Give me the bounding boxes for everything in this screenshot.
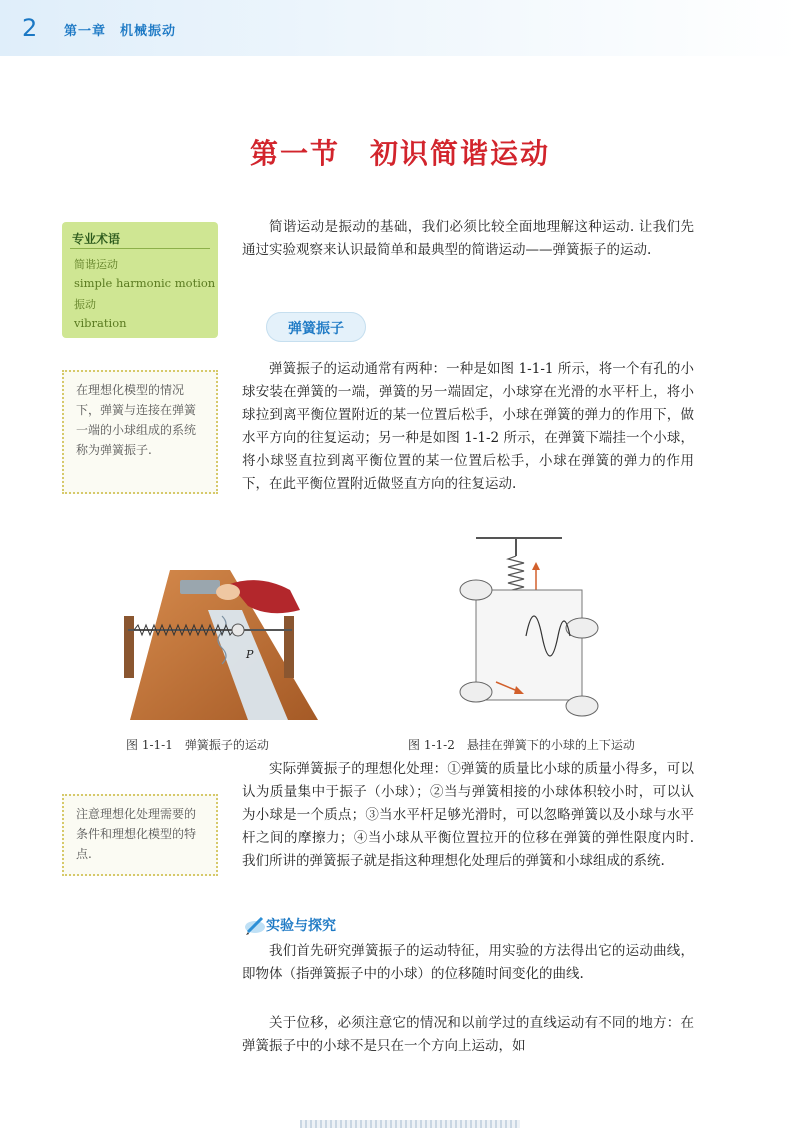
figure-1-caption: 图 1-1-1 弹簧振子的运动 [126, 738, 269, 752]
rod-support-left [124, 616, 134, 678]
page-bottom-decoration [300, 1120, 520, 1128]
left-roller-bottom [460, 682, 492, 702]
pencil-icon [244, 914, 266, 936]
marker-pen-holder [180, 580, 220, 594]
paragraph-two-kinds: 弹簧振子的运动通常有两种：一种是如图 1-1-1 所示，将一个有孔的小球安装在弹簧的一端，弹簧的另一端固定，小球穿在光滑的水平杆上，将小球拉到离平衡位置附近的某一位置后松手，小球在弹簧的弹力的作用下，做水平方向的往复运动；另一种是如图 1-1-2 所示，在弹簧下端挂一个小球，将小球竖直拉到离平衡位置的某一位置后松手，小球在弹簧的弹力的作用下，在此平衡位置附近做竖直方向的往复运动. [242, 361, 694, 492]
term-item: 简谐运动 [74, 258, 118, 271]
terminology-box [62, 222, 218, 338]
right-roller-bottom [566, 696, 598, 716]
hand [216, 584, 240, 600]
rod-support-right [284, 616, 294, 678]
paragraph-displacement: 关于位移，必须注意它的情况和以前学过的直线运动有不同的地方：在弹簧振子中的小球不是只在一个方向上运动，如 [242, 1015, 694, 1054]
sidebar-note-spring-oscillator: 在理想化模型的情况下，弹簧与连接在弹簧一端的小球组成的系统称为弹簧振子. [62, 370, 218, 494]
term-item: simple harmonic motion [74, 276, 216, 290]
paragraph-idealization: 实际弹簧振子的理想化处理：①弹簧的质量比小球的质量小得多，可以认为质量集中于振子（小球）；②当与弹簧相接的小球体积较小时，可以认为小球是一个质点；③当水平杆足够光滑时，可以忽略弹簧以及小球与水平杆之间的摩擦力；④当小球从平衡位置拉开的位移在弹簧的弹性限度内时. 我们所讲的弹簧振子就是指这种理想化处理后的弹簧和小球组成的系统. [242, 761, 694, 869]
point-p-label: P [246, 648, 254, 661]
right-roller-top [566, 618, 598, 638]
paragraph-intro: 简谐运动是振动的基础，我们必须比较全面地理解这种运动. 让我们先通过实验观察来认识最简单和最典型的简谐运动——弹簧振子的运动. [242, 219, 694, 258]
subheading-pill [266, 312, 366, 342]
sidebar-note-idealization: 注意理想化处理需要的条件和理想化模型的特点. [62, 794, 218, 876]
paper-strip-front [476, 590, 582, 700]
figure-2-caption: 图 1-1-2 悬挂在弹簧下的小球的上下运动 [408, 738, 635, 752]
oscillator-ball [232, 624, 244, 636]
section-title: 第一节 初识简谐运动 [249, 137, 550, 170]
term-item: 振动 [74, 298, 96, 311]
left-roller-top [460, 580, 492, 600]
subheading-text: 弹簧振子 [288, 321, 344, 337]
paragraph-study-motion: 我们首先研究弹簧振子的运动特征，用实验的方法得出它的运动曲线，即物体（指弹簧振子中的小球）的位移随时间变化的曲线. [242, 943, 694, 982]
chapter-label: 第一章 机械振动 [64, 24, 177, 39]
explore-label [244, 910, 374, 940]
explore-label-text: 实验与探究 [266, 918, 336, 934]
term-item: vibration [74, 316, 127, 330]
figure-vertical-spring-oscillator [440, 530, 620, 720]
page-number: 2 [22, 14, 38, 42]
vertical-arrow-head-up [532, 562, 540, 570]
terminology-divider [70, 248, 210, 249]
figure-horizontal-spring-oscillator [110, 570, 318, 720]
terminology-heading: 专业术语 [72, 232, 121, 246]
